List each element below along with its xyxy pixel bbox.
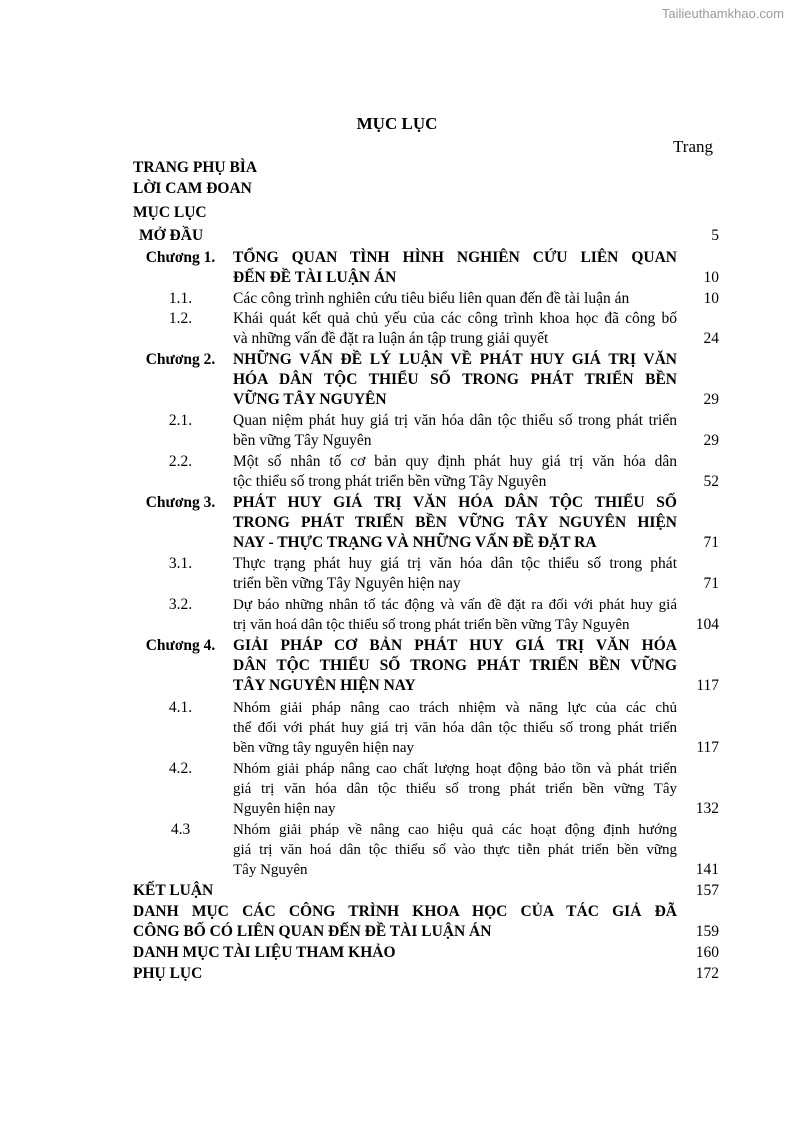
toc-entry-text: TỔNG QUAN TÌNH HÌNH NGHIÊN CỨU LIÊN QUAN ĐẾN ĐỀ TÀI LUẬN ÁN	[233, 249, 677, 286]
toc-page-number: 172	[695, 965, 719, 982]
toc-page-number: 24	[703, 330, 719, 347]
toc-entry-text: DANH MỤC CÁC CÔNG TRÌNH KHOA HỌC CỦA TÁC GIẢ ĐÃ CÔNG BỐ CÓ LIÊN QUAN ĐẾN ĐỀ TÀI LUẬN ÁN	[133, 903, 677, 940]
toc-entry-text: Quan niệm phát huy giá trị văn hóa dân tộc thiểu số trong phát triển bền vững Tây Nguyên	[233, 412, 677, 449]
page-column-header: Trang	[673, 137, 713, 156]
chapter-label: Chương 4.	[145, 637, 216, 654]
watermark: Tailieuthamkhao.com	[661, 6, 784, 21]
toc-entry-text: NHỮNG VẤN ĐỀ LÝ LUẬN VỀ PHÁT HUY GIÁ TRỊ VĂN HÓA DÂN TỘC THIỂU SỐ TRONG PHÁT TRIỂN BỀN VỮNG TÂY NGUYÊN	[233, 351, 677, 408]
toc-page-number: 71	[703, 575, 719, 592]
toc-entry-text: Nhóm giải pháp về nâng cao hiệu quả các hoạt động định hướng giá trị văn hoá dân tộc thiểu số vào thực tiễn phát triển bền vững Tây Nguyên	[233, 822, 677, 878]
toc-page-number: 10	[703, 290, 719, 307]
toc-entry-text: PHÁT HUY GIÁ TRỊ VĂN HÓA DÂN TỘC THIỂU SỐ TRONG PHÁT TRIỂN BỀN VỮNG TÂY NGUYÊN HIỆN NAY - THỰC TRẠNG VÀ NHỮNG VẤN ĐỀ ĐẶT RA	[233, 494, 677, 551]
toc-page-number: 29	[703, 432, 719, 449]
toc-page-number: 159	[695, 923, 719, 940]
toc-entry-text: MỞ ĐẦU	[139, 227, 204, 244]
toc-entry-text: Khái quát kết quả chủ yếu của các công trình khoa học đã công bố và những vấn đề đặt ra luận án tập trung giải quyết	[233, 310, 677, 347]
chapter-label: Chương 2.	[145, 351, 216, 368]
chapter-label: Chương 3.	[145, 494, 216, 511]
section-label: 1.2.	[168, 310, 193, 327]
toc-page-number: 117	[696, 739, 719, 756]
toc-entry-text: Nhóm giải pháp nâng cao chất lượng hoạt động bảo tồn và phát triển giá trị văn hóa dân tộc thiểu số trong phát triển bền vững Tây Nguyên hiện nay	[233, 761, 677, 817]
toc-page-number: 141	[695, 861, 719, 878]
page-title: MỤC LỤC	[356, 114, 438, 133]
toc-page-number: 132	[695, 800, 719, 817]
toc-page-number: 117	[696, 677, 719, 694]
toc-entry-text: TRANG PHỤ BÌA	[133, 159, 258, 176]
section-label: 4.1.	[168, 699, 193, 716]
toc-page-number: 104	[695, 616, 719, 633]
toc-entry-text: LỜI CAM ĐOAN	[133, 180, 252, 197]
toc-entry-text: Dự báo những nhân tố tác động và vấn đề đặt ra đối với phát huy giá trị văn hoá dân tộc thiểu số trong phát triển bền vững Tây Nguyên	[233, 597, 677, 633]
toc-entry-text: MỤC LỤC	[133, 204, 207, 221]
section-label: 3.1.	[168, 555, 193, 572]
section-label: 1.1.	[168, 290, 193, 307]
toc-entry-text: DANH MỤC TÀI LIỆU THAM KHẢO	[133, 944, 396, 961]
toc-entry-text: GIẢI PHÁP CƠ BẢN PHÁT HUY GIÁ TRỊ VĂN HÓA DÂN TỘC THIỂU SỐ TRONG PHÁT TRIỂN BỀN VỮNG TÂY NGUYÊN HIỆN NAY	[233, 637, 677, 694]
section-label: 4.2.	[168, 760, 193, 777]
toc-page-number: 5	[711, 227, 719, 244]
section-label: 2.1.	[168, 412, 193, 429]
toc-entry-text: Thực trạng phát huy giá trị văn hóa dân tộc thiểu số trong phát triển bền vững Tây Nguyên hiện nay	[233, 555, 677, 592]
toc-entry-text: KẾT LUẬN	[133, 882, 214, 899]
toc-entry-text: PHỤ LỤC	[133, 965, 203, 982]
toc-page-number: 52	[703, 473, 719, 490]
toc-entry-text: Một số nhân tố cơ bản quy định phát huy giá trị văn hóa dân tộc thiểu số trong phát triển bền vững Tây Nguyên	[233, 453, 677, 490]
toc-page-number: 29	[703, 391, 719, 408]
toc-entry-text: Các công trình nghiên cứu tiêu biểu liên quan đến đề tài luận án	[233, 290, 630, 307]
toc-entry-text: Nhóm giải pháp nâng cao trách nhiệm và năng lực của các chủ thể đối với phát huy giá trị văn hóa dân tộc thiểu số trong phát triển bền vững tây nguyên hiện nay	[233, 700, 677, 756]
section-label: 2.2.	[168, 453, 193, 470]
section-label: 3.2.	[168, 596, 193, 613]
toc-page-number: 71	[703, 534, 719, 551]
toc-page-number: 157	[695, 882, 719, 899]
chapter-label: Chương 1.	[145, 249, 216, 266]
toc-page-number: 160	[695, 944, 719, 961]
toc-page-number: 10	[703, 269, 719, 286]
section-label: 4.3	[170, 821, 191, 838]
